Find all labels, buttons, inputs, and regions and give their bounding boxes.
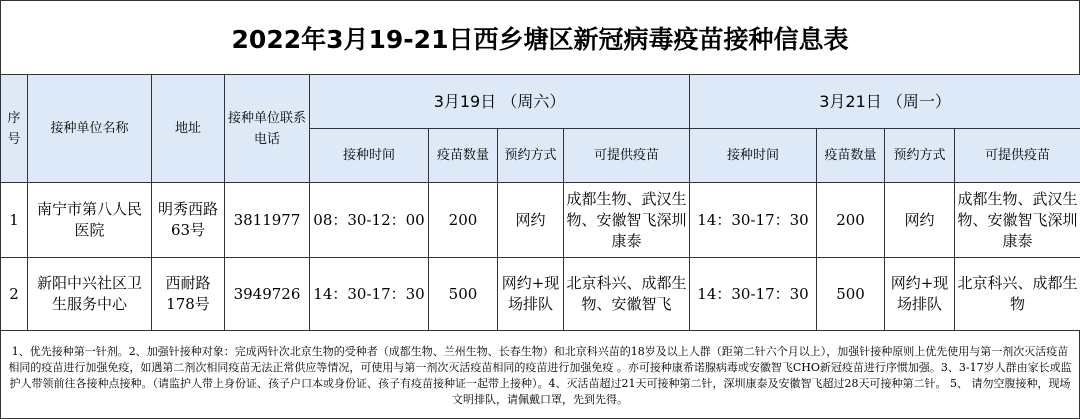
header-unit: 接种单位名称: [28, 75, 152, 183]
row-day2-time: 14：30-17：30: [690, 183, 817, 258]
header-day2-qty: 疫苗数量: [817, 129, 885, 183]
header-seq: 序号: [1, 75, 28, 183]
row-phone: 3949726: [225, 258, 310, 331]
row-day1-qty: 500: [429, 258, 498, 331]
row-address: 明秀西路63号: [152, 183, 225, 258]
row-day1-time: 14：30-17：30: [310, 258, 429, 331]
notes-text: 1、优先接种第一针剂。2、加强针接种对象：完成两针次北京生物的受种者（成都生物、兰州生物、长春生物）和北京科兴苗的18岁及以上人群（距第二针六个月以上），加强针接种原则上优先使用与第一剂次灭活疫苗相同的疫苗进行加强免疫，如遇第二剂次相同疫苗无法正常供应等情况，可使用与第一剂次灭活疫苗相同的疫苗进行加强免疫 。亦可接种康希诺腺病毒或安徽智飞CHO新冠疫苗进行序惯加强。3、3-17岁人群由家长或监护人带领前往各接种点接种。（请监护人带上身份证、孩子户口本或身份证、孩子有疫苗接种证一起带上接种）。4、灭活苗超过21天可接种第二针，深圳康泰及安徽智飞超过28天可接种第二针。 5、 请勿空腹接种，现场文明排队，请佩戴口罩，先到先得。: [0, 330, 1080, 419]
row-day2-qty: 200: [817, 183, 885, 258]
row-seq: 1: [1, 183, 28, 258]
row-day1-time: 08：30-12：00: [310, 183, 429, 258]
row-day2-method: 网约: [885, 183, 955, 258]
row-day2-method: 网约+现场排队: [885, 258, 955, 331]
row-day2-qty: 500: [817, 258, 885, 331]
table-row: [1, 183, 1080, 258]
row-day2-time: 14：30-17：30: [690, 258, 817, 331]
header-day1-vaccines: 可提供疫苗: [564, 129, 690, 183]
header-day1-method: 预约方式: [498, 129, 564, 183]
table-row: [1, 258, 1080, 331]
row-unit: 南宁市第八人民医院: [28, 183, 152, 258]
header-phone: 接种单位联系电话: [225, 75, 310, 183]
row-address: 西耐路178号: [152, 258, 225, 331]
header-day2-method: 预约方式: [885, 129, 955, 183]
header-day2-vaccines: 可提供疫苗: [955, 129, 1080, 183]
page-title: 2022年3月19-21日西乡塘区新冠病毒疫苗接种信息表: [0, 0, 1080, 74]
row-day1-vaccines: 成都生物、武汉生物、安徽智飞深圳康泰: [564, 183, 690, 258]
row-day1-method: 网约: [498, 183, 564, 258]
header-day1: 3月19日 （周六）: [310, 75, 690, 129]
header-day1-qty: 疫苗数量: [429, 129, 498, 183]
vaccine-table: [0, 74, 1080, 331]
header-day2-time: 接种时间: [690, 129, 817, 183]
row-phone: 3811977: [225, 183, 310, 258]
row-seq: 2: [1, 258, 28, 331]
row-day2-vaccines: 北京科兴、成都生物: [955, 258, 1080, 331]
row-day1-method: 网约+现场排队: [498, 258, 564, 331]
header-day1-time: 接种时间: [310, 129, 429, 183]
header-address: 地址: [152, 75, 225, 183]
row-day2-vaccines: 成都生物、武汉生物、安徽智飞深圳康泰: [955, 183, 1080, 258]
row-day1-qty: 200: [429, 183, 498, 258]
header-day2: 3月21日 （周一）: [690, 75, 1080, 129]
row-unit: 新阳中兴社区卫生服务中心: [28, 258, 152, 331]
row-day1-vaccines: 北京科兴、成都生物、安徽智飞: [564, 258, 690, 331]
